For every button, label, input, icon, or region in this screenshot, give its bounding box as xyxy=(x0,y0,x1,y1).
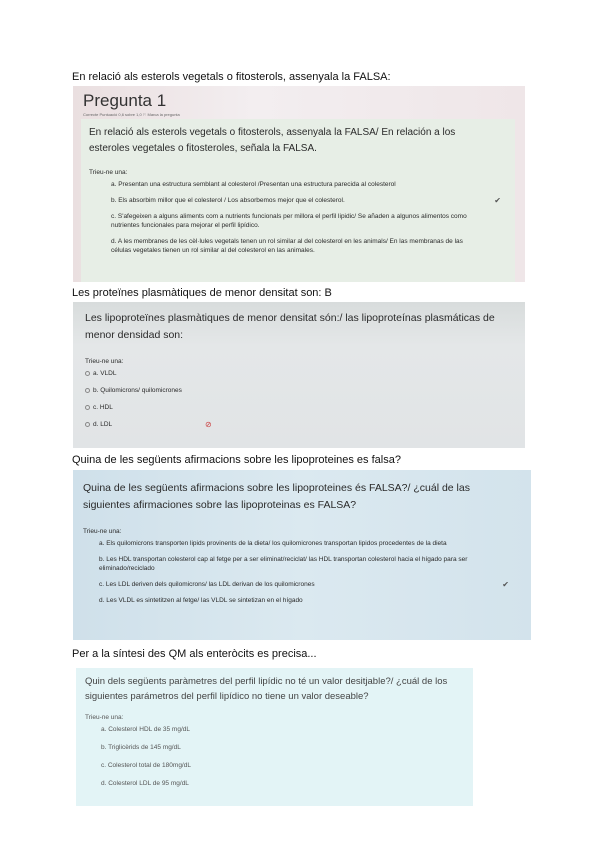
option-c[interactable]: c. S'afegeixen a alguns aliments com a nutrients funcionals per millora el perfil lipidic/ Se añaden a algunos alimentos como nutrientes funcionales para mejorar el perfil lipídico. xyxy=(111,213,467,229)
check-icon: ✔ xyxy=(502,580,509,589)
question-text: En relació als esterols vegetals o fitosterols, assenyala la FALSA/ En relación a los esteroles vegetales o fitosteroles, señala la FALSA. xyxy=(89,127,456,154)
option-a[interactable]: a. Colesterol HDL de 35 mg/dL xyxy=(101,726,191,733)
option-label: c. Les LDL deriven dels quilomicrons/ las LDL derivan de los quilomicrones xyxy=(99,581,315,588)
question-meta: Correcte Puntuació 0,6 sobre 1,0 ⚐ Marca la pregunta xyxy=(83,112,180,117)
radio-icon xyxy=(85,405,90,410)
option-a[interactable] xyxy=(85,369,513,378)
option-c[interactable] xyxy=(85,403,513,412)
radio-icon xyxy=(85,371,90,376)
option-label: b. Els absorbim millor que el colesterol / Los absorbemos mejor que el colesterol. xyxy=(111,197,345,204)
screenshot-question-4 xyxy=(76,668,473,806)
option-b[interactable]: b. Triglicèrids de 145 mg/dL xyxy=(101,744,181,751)
radio-icon xyxy=(85,388,90,393)
option-b[interactable] xyxy=(111,196,501,205)
prompt: Trieu-ne una: xyxy=(85,358,124,365)
question-title: Pregunta 1 xyxy=(83,91,167,110)
option-b[interactable] xyxy=(85,386,513,395)
option-c[interactable] xyxy=(99,580,509,589)
option-d[interactable]: d. A les membranes de les cèl·lules vegetals tenen un rol similar al del colesterol en les animals/ En las membranas de las células vegetales tienen un rol similar al del colesterol en las animales. xyxy=(111,238,463,254)
option-b[interactable]: b. Les HDL transportan colesterol cap al fetge per a ser eliminat/reciclat/ las HDL transportan colesterol hacia el hígado para ser eliminado/reciclado xyxy=(99,556,468,572)
check-icon: ✔ xyxy=(494,196,501,205)
screenshot-question-2 xyxy=(73,302,525,448)
prompt: Trieu-ne una: xyxy=(83,528,122,535)
option-d[interactable] xyxy=(85,420,513,429)
caption-1: En relació als esterols vegetals o fitosterols, assenyala la FALSA: xyxy=(72,71,391,83)
question-text: Quina de les següents afirmacions sobre les lipoproteines és FALSA?/ ¿cuál de las siguientes afirmaciones sobre las lipoproteinas es FALSA? xyxy=(83,482,470,511)
prompt: Trieu-ne una: xyxy=(89,169,128,176)
screenshot-question-1 xyxy=(73,86,525,282)
option-label: b. Quilomicrons/ quilomicrones xyxy=(93,387,182,394)
option-c[interactable]: c. Colesterol total de 180mg/dL xyxy=(101,762,191,769)
option-label: d. LDL xyxy=(93,421,113,428)
option-d[interactable]: d. Les VLDL es sintetitzen al fetge/ las VLDL se sintetizan en el hígado xyxy=(99,597,303,604)
option-label: c. HDL xyxy=(93,404,113,411)
question-text: Quin dels següents paràmetres del perfil lipídic no té un valor desitjable?/ ¿cuál de los siguientes parámetros del perfil lipídico no tiene un valor deseable? xyxy=(85,676,448,702)
radio-icon xyxy=(85,422,90,427)
option-d[interactable]: d. Colesterol LDL de 95 mg/dL xyxy=(101,780,189,787)
question-panel xyxy=(81,119,515,282)
incorrect-icon: ⊘ xyxy=(205,420,212,429)
screenshot-question-3 xyxy=(73,470,531,640)
prompt: Trieu-ne una: xyxy=(85,714,124,721)
option-a[interactable]: a. Presentan una estructura semblant al colesterol /Presentan una estructura parecida al colesterol xyxy=(111,181,396,188)
caption-4: Per a la síntesi des QM als enteròcits es precisa... xyxy=(72,648,317,660)
option-a[interactable]: a. Els quilomicrons transporten lipids provinents de la dieta/ los quilomicrones transportan lipidos procedentes de la dieta xyxy=(99,540,447,547)
caption-3: Quina de les següents afirmacions sobre les lipoproteines es falsa? xyxy=(72,454,401,466)
option-label: a. VLDL xyxy=(93,370,117,377)
caption-2: Les proteïnes plasmàtiques de menor densitat son: B xyxy=(72,287,332,299)
question-text: Les lipoproteïnes plasmàtiques de menor densitat són:/ las lipoproteínas plasmáticas de menor densidad son: xyxy=(85,312,495,341)
